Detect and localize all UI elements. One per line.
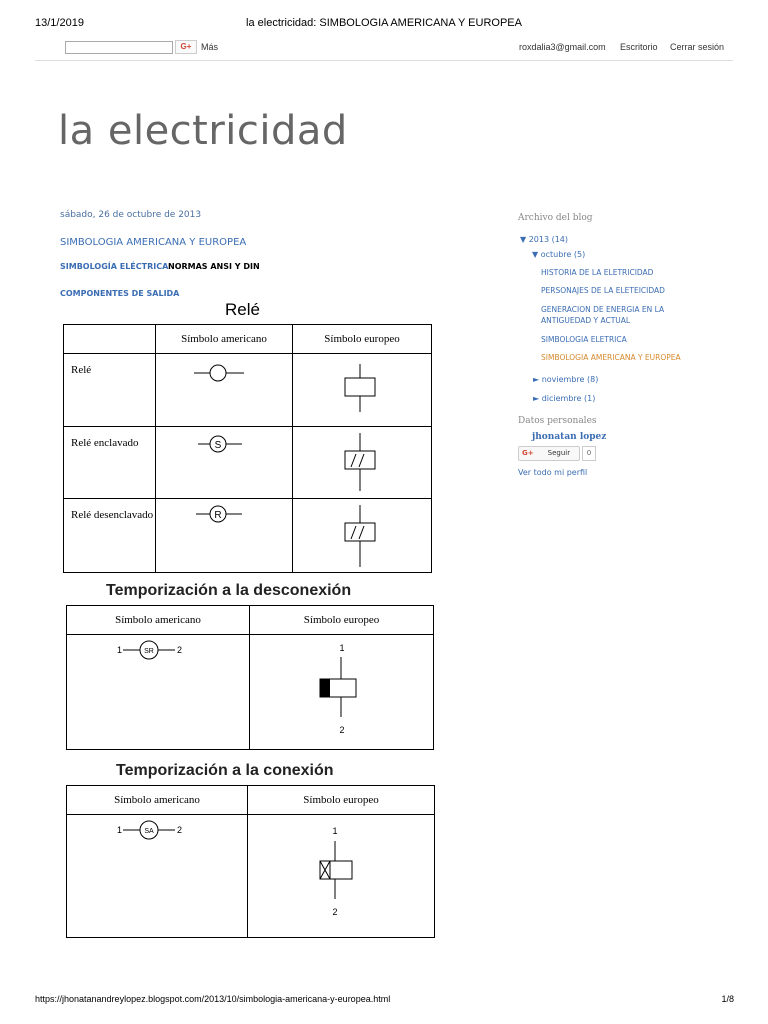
desconexion-figure-title: Temporización a la desconexión bbox=[106, 582, 352, 599]
follow-widget bbox=[518, 446, 596, 460]
row-rele-desenclavado-name: Relé desenclavado bbox=[64, 499, 156, 573]
terminal-2: 2 bbox=[332, 907, 338, 917]
post-norms: NORMAS ANSI Y DIN bbox=[168, 262, 260, 271]
archive-post-link[interactable]: GENERACION DE ENERGIA EN LA ANTIGUEDAD Y ACTUAL bbox=[541, 305, 665, 325]
terminal-2: 2 bbox=[177, 825, 183, 835]
archive-post-link[interactable]: HISTORIA DE LA ELETRICIDAD bbox=[541, 268, 654, 277]
print-page-number: 1/8 bbox=[721, 994, 734, 1004]
follow-label: Seguir bbox=[547, 449, 571, 457]
follow-button[interactable] bbox=[518, 446, 580, 461]
archive-month-october[interactable]: ▼ octubre (5) bbox=[532, 250, 586, 259]
terminal-1: 1 bbox=[117, 825, 123, 835]
conexion-table bbox=[66, 785, 435, 938]
archive-month-december[interactable]: ► diciembre (1) bbox=[533, 394, 596, 403]
terminal-2: 2 bbox=[177, 645, 183, 655]
post-components: COMPONENTES DE SALIDA bbox=[60, 289, 180, 298]
print-title: la electricidad: SIMBOLOGIA AMERICANA Y EUROPEA bbox=[246, 17, 522, 29]
desconexion-table bbox=[66, 605, 434, 750]
blogger-navbar bbox=[35, 36, 733, 61]
post-date: sábado, 26 de octubre de 2013 bbox=[60, 210, 202, 220]
header-european: Símbolo europeo bbox=[250, 606, 434, 635]
print-url: https://jhonatanandreylopez.blogspot.com/2013/10/simbologia-americana-y-europea.html bbox=[35, 994, 391, 1004]
search-input[interactable] bbox=[65, 41, 173, 54]
user-email: roxdalia3@gmail.com bbox=[519, 42, 606, 52]
desktop-link[interactable]: Escritorio bbox=[620, 42, 658, 52]
blog-title[interactable]: la electricidad bbox=[58, 108, 348, 154]
rele-enclavado-american-symbol bbox=[156, 427, 293, 499]
conexion-figure-title: Temporización a la conexión bbox=[116, 762, 334, 779]
header-american: Símbolo americano bbox=[67, 606, 250, 635]
header-european: Símbolo europeo bbox=[248, 786, 435, 815]
terminal-1: 1 bbox=[332, 826, 338, 836]
gplus-share-button[interactable]: G+ bbox=[175, 40, 197, 54]
desenclavado-mark: R bbox=[214, 510, 222, 521]
rele-figure-title: Relé bbox=[225, 300, 260, 319]
archive-year-2013[interactable]: ▼ 2013 (14) bbox=[520, 235, 569, 244]
header-european: Símbolo europeo bbox=[293, 325, 432, 354]
rele-desenclavado-european-symbol bbox=[293, 499, 432, 573]
post-category[interactable]: SIMBOLOGÍA ELÉCTRICA bbox=[60, 262, 169, 271]
rele-european-symbol bbox=[293, 354, 432, 427]
header-american: Símbolo americano bbox=[156, 325, 293, 354]
sa-mark: SA bbox=[144, 828, 154, 835]
enclavado-mark: S bbox=[214, 440, 222, 451]
more-link[interactable]: Más bbox=[201, 42, 219, 52]
rele-american-symbol bbox=[156, 354, 293, 427]
header-american: Símbolo americano bbox=[67, 786, 248, 815]
personal-data-title: Datos personales bbox=[518, 416, 597, 426]
header-empty bbox=[64, 325, 156, 354]
row-rele-enclavado-name: Relé enclavado bbox=[64, 427, 156, 499]
post-title[interactable]: SIMBOLOGIA AMERICANA Y EUROPEA bbox=[60, 237, 247, 248]
view-profile-link[interactable]: Ver todo mi perfil bbox=[518, 468, 588, 477]
rele-table bbox=[63, 324, 432, 573]
desconexion-european-symbol bbox=[250, 635, 434, 750]
archive-post-current[interactable]: SIMBOLOGIA AMERICANA Y EUROPEA bbox=[541, 353, 681, 362]
archive-post-link[interactable]: SIMBOLOGIA ELETRICA bbox=[541, 335, 627, 344]
rele-enclavado-european-symbol bbox=[293, 427, 432, 499]
rele-desenclavado-american-symbol bbox=[156, 499, 293, 573]
terminal-1: 1 bbox=[117, 645, 123, 655]
conexion-european-symbol bbox=[248, 815, 435, 938]
desconexion-american-symbol bbox=[67, 635, 250, 750]
row-rele-name: Relé bbox=[64, 354, 156, 427]
logout-link[interactable]: Cerrar sesión bbox=[670, 42, 725, 52]
archive-title: Archivo del blog bbox=[518, 213, 593, 223]
conexion-american-symbol bbox=[67, 815, 248, 938]
sr-mark: SR bbox=[144, 648, 154, 655]
author-name[interactable]: jhonatan lopez bbox=[532, 432, 607, 442]
terminal-2: 2 bbox=[339, 725, 345, 735]
gplus-icon: G+ bbox=[522, 449, 534, 457]
terminal-1: 1 bbox=[339, 643, 345, 653]
archive-month-november[interactable]: ► noviembre (8) bbox=[533, 375, 599, 384]
follow-count: 0 bbox=[582, 446, 596, 461]
archive-post-link[interactable]: PERSONAJES DE LA ELETEICIDAD bbox=[541, 286, 665, 295]
print-date: 13/1/2019 bbox=[35, 17, 84, 29]
